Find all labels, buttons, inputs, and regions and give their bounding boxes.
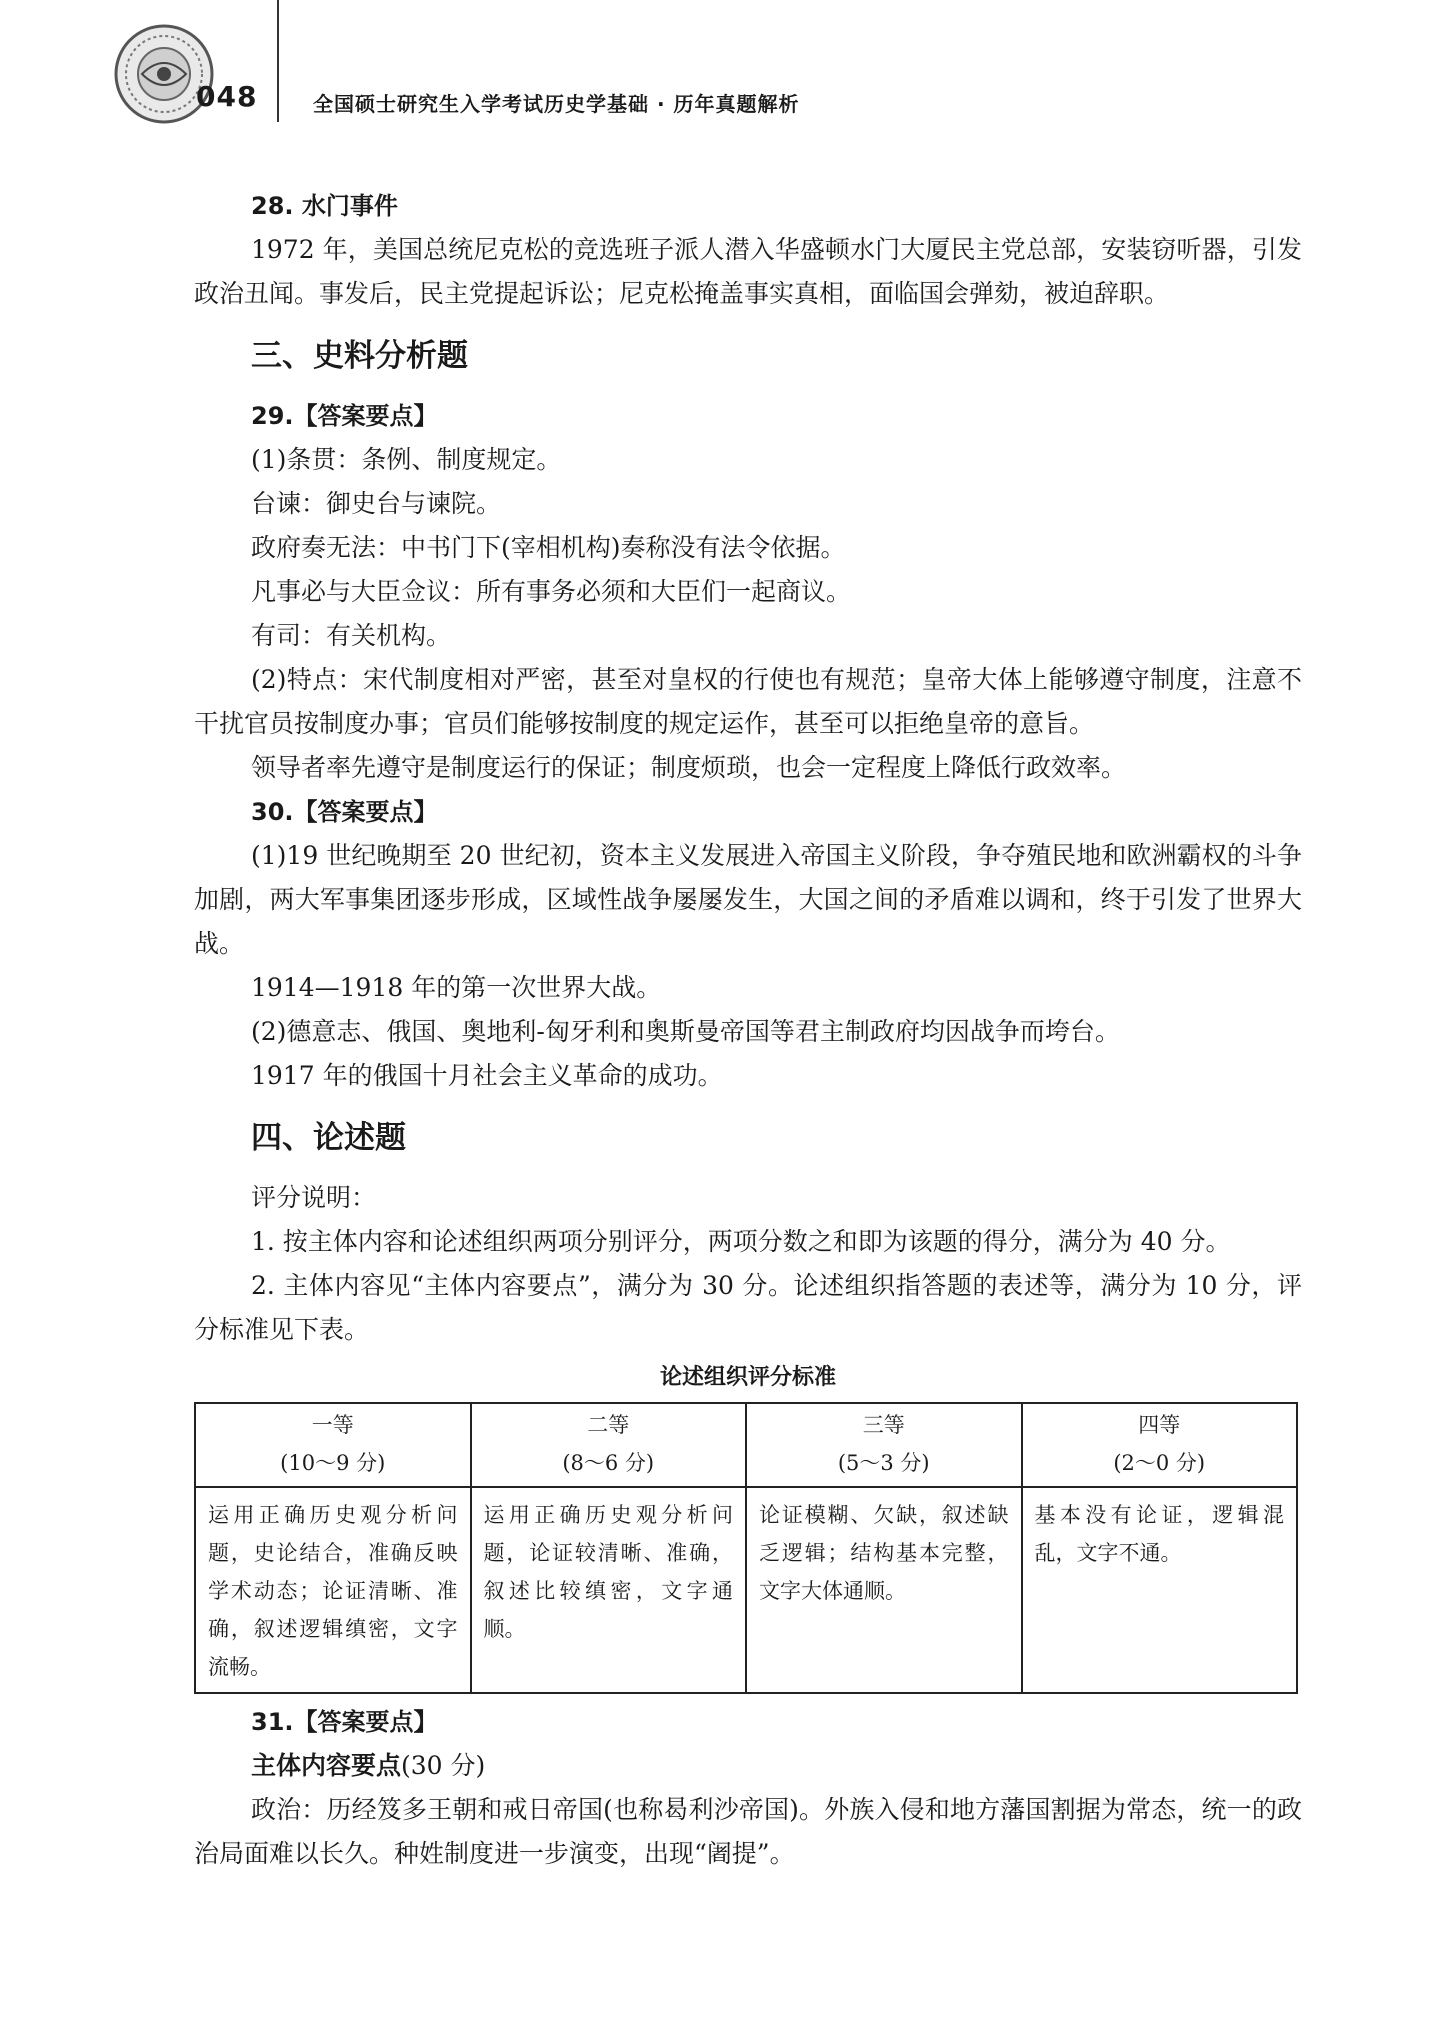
grade-range: (5～3 分) (837, 1451, 930, 1475)
question-29-line: (2)特点：宋代制度相对严密，甚至对皇权的行使也有规范；皇帝大体上能够遵守制度，注意不干扰官员按制度办事；官员们能够按制度的规定运作，甚至可以拒绝皇帝的意旨。 (194, 665, 1302, 738)
question-29-line: 领导者率先遵守是制度运行的保证；制度烦琐，也会一定程度上降低行政效率。 (251, 753, 1127, 782)
question-29-line: 凡事必与大臣佥议：所有事务必须和大臣们一起商议。 (251, 577, 852, 606)
grade-label: 二等 (587, 1413, 630, 1437)
header-divider (277, 0, 279, 122)
grade-description: 运用正确历史观分析问题，论证较清晰、准确，叙述比较缜密，文字通顺。 (471, 1487, 747, 1693)
question-31-subtitle (194, 1744, 1302, 1788)
question-31-text: 政治：历经笈多王朝和戒日帝国(也称曷利沙帝国)。外族入侵和地方藩国割据为常态，统一的政治局面难以长久。种姓制度进一步演变，出现“阇提”。 (194, 1795, 1302, 1868)
grade-header-cell (195, 1403, 471, 1487)
grade-header-cell (746, 1403, 1022, 1487)
page-number: 048 (196, 80, 258, 113)
section-4-heading: 四、论述题 (251, 1120, 406, 1156)
grading-rule-2: 2. 主体内容见“主体内容要点”，满分为 30 分。论述组织指答题的表述等，满分为 10 分，评分标准见下表。 (194, 1271, 1302, 1344)
grading-intro: 评分说明： (251, 1183, 377, 1212)
grade-header-cell (471, 1403, 747, 1487)
running-title: 全国硕士研究生入学考试历史学基础 · 历年真题解析 (313, 92, 800, 116)
section-3-heading: 三、史料分析题 (251, 338, 468, 374)
grading-table-row (195, 1487, 1297, 1693)
question-29-line: 有司：有关机构。 (251, 621, 452, 650)
grade-label: 三等 (862, 1413, 905, 1437)
grade-range: (10～9 分) (280, 1451, 386, 1475)
grade-label: 一等 (311, 1413, 354, 1437)
grading-table-header-row (195, 1403, 1297, 1487)
grade-range: (8～6 分) (562, 1451, 655, 1475)
question-30-line: (2)德意志、俄国、奥地利-匈牙利和奥斯曼帝国等君主制政府均因战争而垮台。 (251, 1017, 1120, 1046)
grade-description: 基本没有论证，逻辑混乱，文字不通。 (1022, 1487, 1298, 1693)
question-29-line: 台谏：御史台与谏院。 (251, 489, 502, 518)
question-28-title: 28. 水门事件 (251, 192, 398, 220)
question-28-text: 1972 年，美国总统尼克松的竞选班子派人潜入华盛顿水门大厦民主党总部，安装窃听器，引发政治丑闻。事发后，民主党提起诉讼；尼克松掩盖事实真相，面临国会弹劾，被迫辞职。 (194, 235, 1302, 308)
question-31-title: 31.【答案要点】 (251, 1708, 438, 1736)
grading-table (194, 1402, 1298, 1694)
question-29-line: (1)条贯：条例、制度规定。 (251, 445, 562, 474)
question-31-subtitle-bold: 主体内容要点 (251, 1751, 402, 1780)
question-31-subtitle-score: (30 分) (401, 1751, 486, 1780)
grade-header-cell (1022, 1403, 1298, 1487)
grading-table-title: 论述组织评分标准 (659, 1365, 836, 1390)
grade-label: 四等 (1138, 1413, 1181, 1437)
question-30-line: 1914—1918 年的第一次世界大战。 (251, 973, 662, 1002)
page-content (194, 184, 1302, 1876)
grading-rule-1: 1. 按主体内容和论述组织两项分别评分，两项分数之和即为该题的得分，满分为 40 分。 (251, 1227, 1231, 1256)
question-29-line: 政府奏无法：中书门下(宰相机构)奏称没有法令依据。 (251, 533, 846, 562)
question-30-line: 1917 年的俄国十月社会主义革命的成功。 (251, 1061, 723, 1090)
grade-range: (2～0 分) (1113, 1451, 1206, 1475)
question-30-line: (1)19 世纪晚期至 20 世纪初，资本主义发展进入帝国主义阶段，争夺殖民地和欧洲霸权的斗争加剧，两大军事集团逐步形成，区域性战争屡屡发生，大国之间的矛盾难以调和，终于引发了世界大战。 (194, 841, 1302, 958)
grade-description: 论证模糊、欠缺，叙述缺乏逻辑；结构基本完整，文字大体通顺。 (746, 1487, 1022, 1693)
grade-description: 运用正确历史观分析问题，史论结合，准确反映学术动态；论证清晰、准确，叙述逻辑缜密，文字流畅。 (195, 1487, 471, 1693)
question-29-title: 29.【答案要点】 (251, 402, 438, 430)
question-30-title: 30.【答案要点】 (251, 798, 438, 826)
